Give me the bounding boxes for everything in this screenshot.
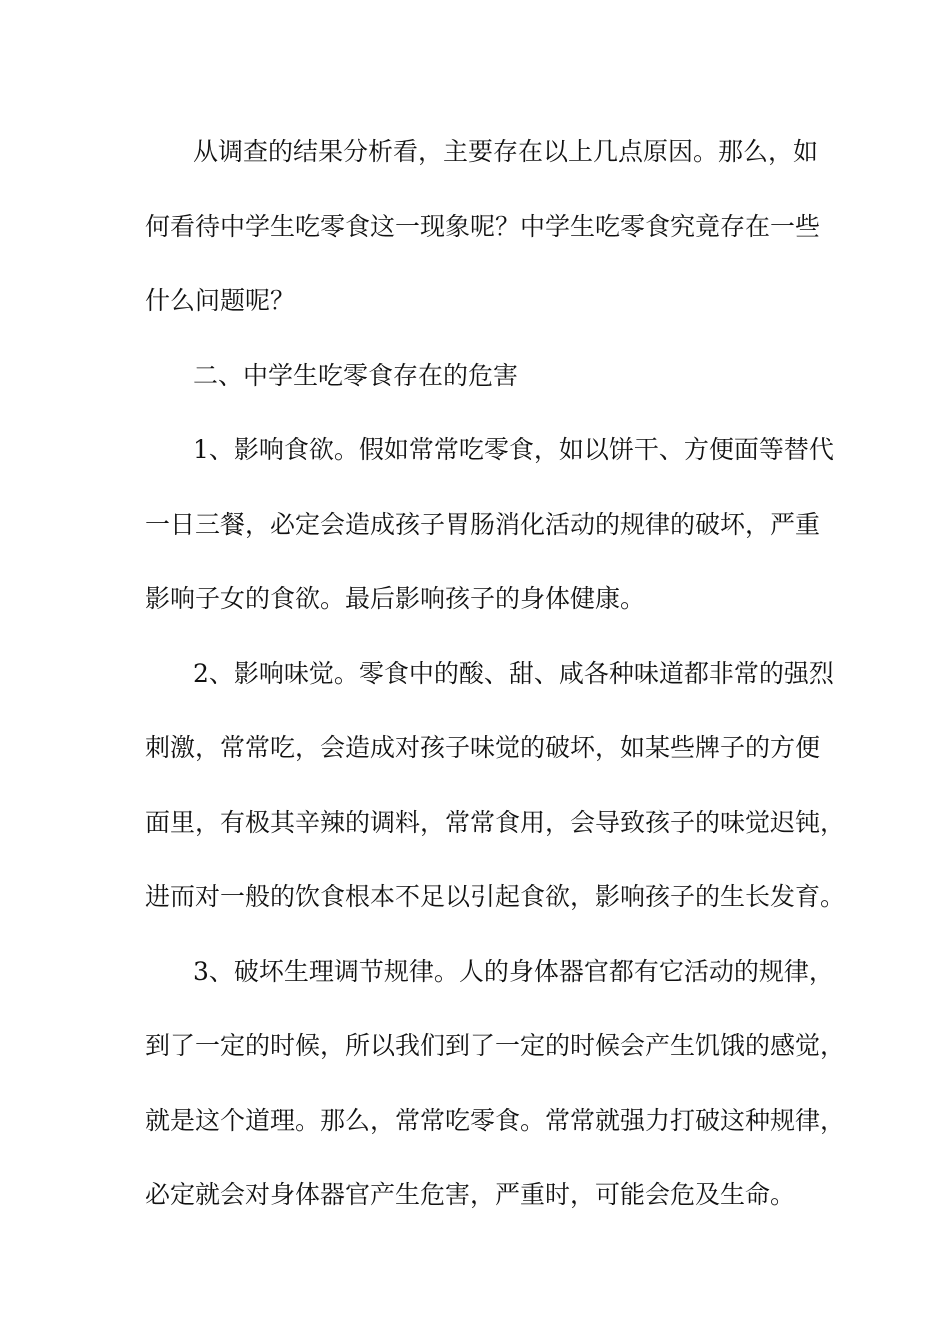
paragraph-1-line-3: 什么问题呢？ bbox=[145, 286, 296, 315]
paragraph-3-line-3: 面里，有极其辛辣的调料，常常食用，会导致孩子的味觉迟钝， bbox=[145, 808, 846, 837]
paragraph-2-line-2: 一日三餐，必定会造成孩子胃肠消化活动的规律的破坏，严重 bbox=[145, 510, 821, 539]
paragraph-3-line-1: 2、影响味觉。零食中的酸、甜、咸各种味道都非常的强烈 bbox=[193, 659, 834, 688]
paragraph-2-line-1: 1、影响食欲。假如常常吃零食，如以饼干、方便面等替代 bbox=[193, 435, 834, 464]
paragraph-4-line-1: 3、破坏生理调节规律。人的身体器官都有它活动的规律， bbox=[193, 957, 834, 986]
paragraph-2-line-3: 影响子女的食欲。最后影响孩子的身体健康。 bbox=[145, 584, 646, 613]
paragraph-3-line-4: 进而对一般的饮食根本不足以引起食欲，影响孩子的生长发育。 bbox=[145, 882, 846, 911]
paragraph-3-line-2: 刺激，常常吃，会造成对孩子味觉的破坏，如某些牌子的方便 bbox=[145, 733, 821, 762]
paragraph-1-line-2: 何看待中学生吃零食这一现象呢？中学生吃零食究竟存在一些 bbox=[145, 212, 821, 241]
paragraph-1-line-1: 从调查的结果分析看，主要存在以上几点原因。那么，如 bbox=[193, 137, 819, 166]
paragraph-4-line-3: 就是这个道理。那么，常常吃零食。常常就强力打破这种规律， bbox=[145, 1106, 846, 1135]
section-heading: 二、中学生吃零食存在的危害 bbox=[193, 361, 519, 390]
paragraph-4-line-4: 必定就会对身体器官产生危害，严重时，可能会危及生命。 bbox=[145, 1180, 796, 1209]
paragraph-4-line-2: 到了一定的时候，所以我们到了一定的时候会产生饥饿的感觉， bbox=[145, 1031, 846, 1060]
